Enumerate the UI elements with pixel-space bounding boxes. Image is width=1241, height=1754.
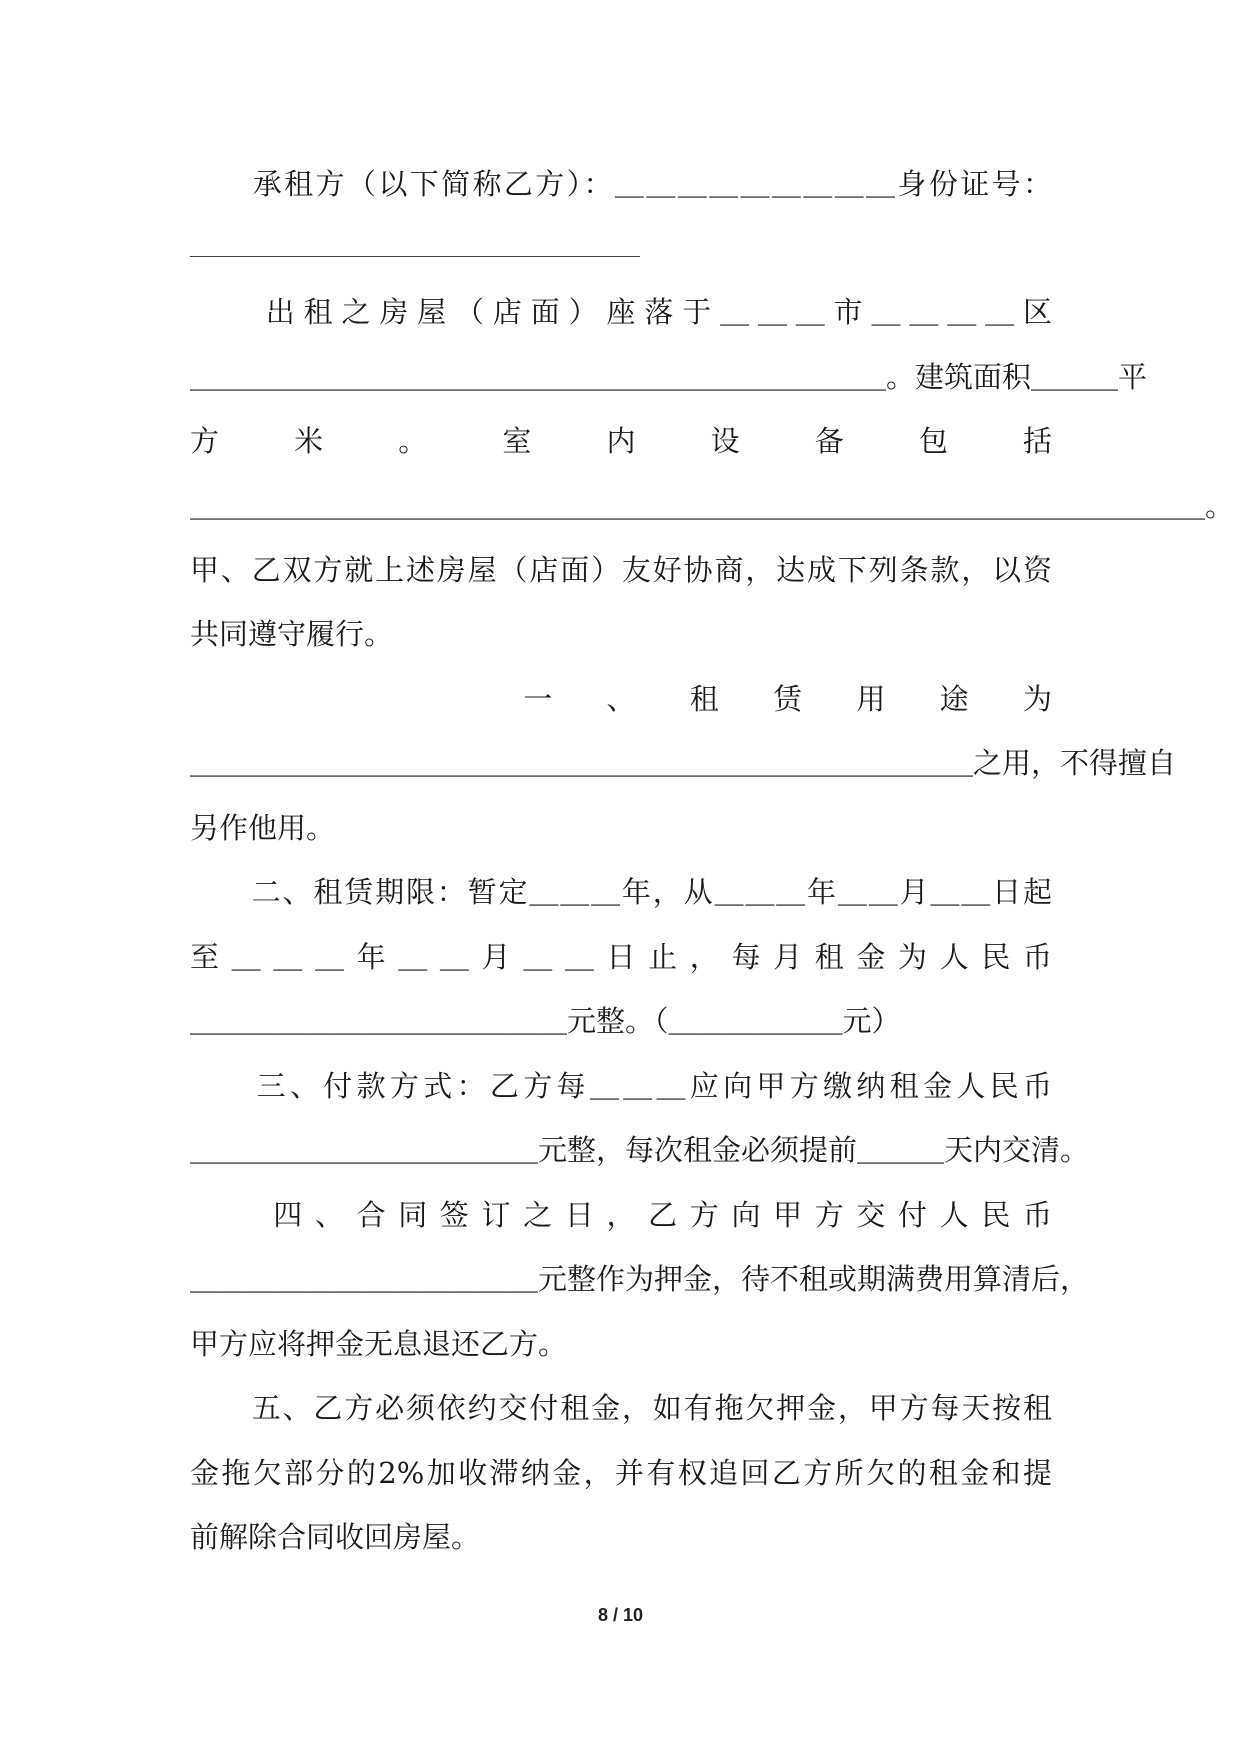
equipment-blank-line: ＿＿＿＿＿＿＿＿＿＿＿＿＿＿＿＿＿＿＿＿＿＿＿＿＿＿＿＿＿＿＿＿＿＿＿。	[190, 489, 1235, 523]
clause-1-blank-line: ＿＿＿＿＿＿＿＿＿＿＿＿＿＿＿＿＿＿＿＿＿＿＿＿＿＿＿之用，不得擅自	[190, 746, 1177, 780]
property-location-line: 出租之房屋（店面）座落于＿＿＿市＿＿＿＿区	[190, 295, 1052, 329]
clause-5-end: 前解除合同收回房屋。	[190, 1520, 481, 1554]
clause-3-line: 三、付款方式：乙方每＿＿＿应向甲方缴纳租金人民币	[190, 1069, 1052, 1103]
clause-1-line: 一、租赁用途为	[190, 682, 1052, 716]
clause-2-rent-line: 至＿＿＿年＿＿月＿＿日止，每月租金为人民币	[190, 940, 1052, 974]
clause-4-end: 甲方应将押金无息退还乙方。	[190, 1327, 568, 1361]
tenant-line: 承租方（以下简称乙方）：＿＿＿＿＿＿＿＿＿身份证号：	[190, 167, 1052, 201]
building-area-line: ＿＿＿＿＿＿＿＿＿＿＿＿＿＿＿＿＿＿＿＿＿＿＿＿。建筑面积＿＿＿平	[190, 360, 1148, 394]
clause-3-amount-line: ＿＿＿＿＿＿＿＿＿＿＿＿元整，每次租金必须提前＿＿＿天内交清。	[190, 1133, 1090, 1167]
agreement-intro-line: 甲、乙双方就上述房屋（店面）友好协商，达成下列条款，以资	[190, 553, 1052, 587]
clause-2-amount-line: ＿＿＿＿＿＿＿＿＿＿＿＿＿元整。（＿＿＿＿＿＿元）	[190, 1004, 901, 1038]
clause-5-line: 五、乙方必须依约交付租金，如有拖欠押金，甲方每天按租	[190, 1391, 1052, 1425]
clause-4-line: 四、合同签订之日，乙方向甲方交付人民币	[190, 1198, 1052, 1232]
clause-2-line: 二、租赁期限：暂定＿＿＿年，从＿＿＿年＿＿月＿＿日起	[190, 875, 1052, 909]
clause-4-deposit-line: ＿＿＿＿＿＿＿＿＿＿＿＿元整作为押金，待不租或期满费用算清后，	[190, 1262, 1090, 1296]
page-number: 8 / 10	[597, 1605, 644, 1625]
id-number-blank	[190, 256, 640, 257]
clause-5-penalty-line: 金拖欠部分的2%加收滞纳金，并有权追回乙方所欠的租金和提	[190, 1456, 1052, 1490]
agreement-intro-end: 共同遵守履行。	[190, 617, 394, 651]
equipment-line: 方米。室内设备包括	[190, 424, 1052, 458]
clause-1-end: 另作他用。	[190, 811, 336, 845]
